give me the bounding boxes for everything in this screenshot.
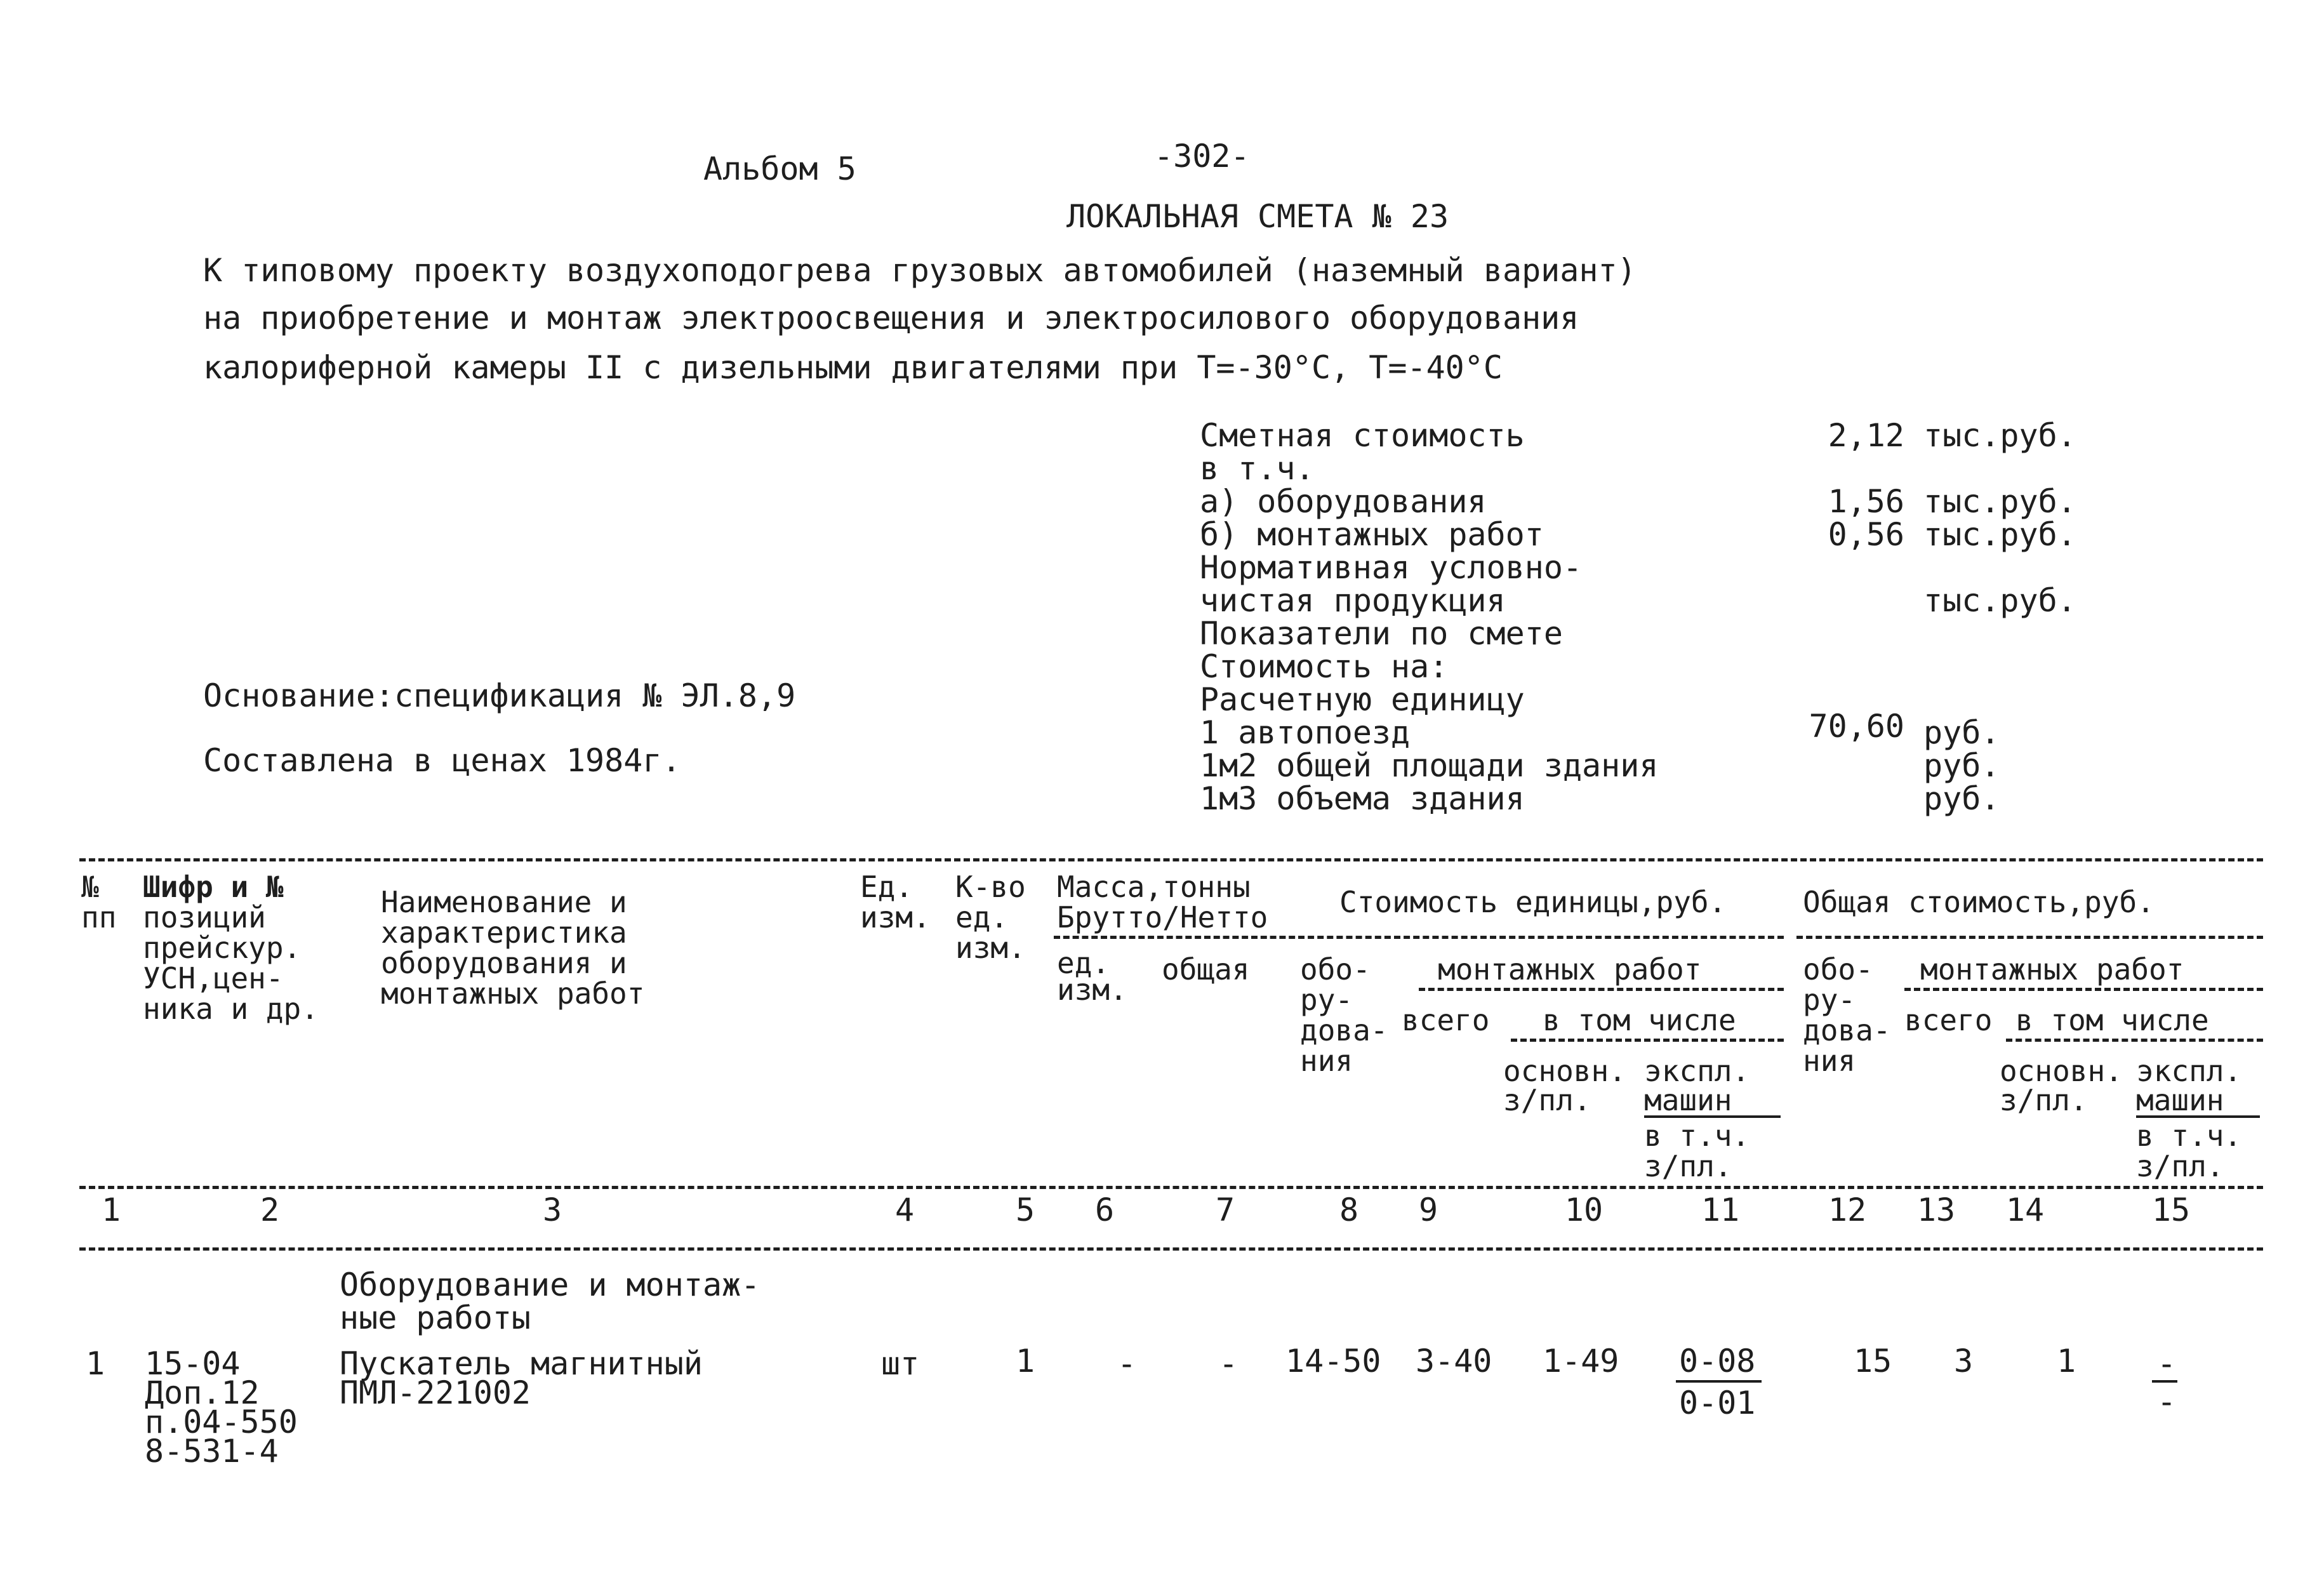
header-equip: дова- — [1300, 1013, 1388, 1047]
row-total-machines-fraction-rule — [2152, 1380, 2177, 1383]
header-col5: ед. — [955, 900, 1009, 934]
column-number: 7 — [1215, 1192, 1235, 1228]
mass-group-rule — [1054, 936, 1305, 939]
header-col5: изм. — [955, 931, 1026, 965]
summary-label: б) монтажных работ — [1200, 516, 1544, 553]
header-col7: общая — [1162, 952, 1250, 987]
page-number: -302- — [1154, 138, 1250, 175]
row-machines-fraction-rule — [1676, 1380, 1762, 1383]
header-bottom-rule — [79, 1186, 2263, 1189]
header-machines: в т.ч. — [1644, 1119, 1750, 1153]
summary-value: 0,56 — [1828, 516, 1904, 553]
summary-label: 1м2 общей площади здания — [1200, 747, 1659, 784]
summary-label: чистая продукция — [1200, 582, 1506, 619]
header-machines: з/пл. — [1644, 1149, 1732, 1183]
column-number: 2 — [260, 1192, 280, 1228]
header-machines-total: машин — [2136, 1083, 2224, 1117]
header-equip-total: дова- — [1803, 1013, 1891, 1047]
row-machines: 0-08 — [1679, 1343, 1756, 1379]
header-mass-group: Масса,тонны — [1057, 870, 1251, 904]
row-total-machines-wage: - — [2157, 1383, 2177, 1420]
column-number: 4 — [894, 1192, 915, 1228]
description-line-1: К типовому проекту воздухоподогрева грузовых автомобилей (наземный вариант) — [203, 252, 1637, 289]
column-number: 1 — [101, 1192, 121, 1228]
summary-unit: тыс.руб. — [1923, 516, 2076, 553]
column-number: 5 — [1015, 1192, 1035, 1228]
machines-fraction-rule — [1644, 1115, 1781, 1118]
header-equip: ру- — [1300, 983, 1353, 1017]
column-number: 9 — [1418, 1192, 1438, 1228]
header-col2: прейскур. — [143, 931, 302, 965]
header-installation-total: монтажных работ — [1920, 952, 2184, 987]
column-number: 12 — [1828, 1192, 1867, 1228]
column-number: 14 — [2005, 1192, 2045, 1228]
table-top-rule — [79, 858, 2263, 861]
header-col1: № — [81, 870, 99, 904]
column-number: 11 — [1701, 1192, 1740, 1228]
row-code: п.04-550 — [145, 1404, 298, 1440]
machines-total-fraction-rule — [2136, 1115, 2260, 1118]
header-col6: изм. — [1057, 973, 1127, 1007]
description-line-2: на приобретение и монтаж электроосвещения и электросилового оборудования — [203, 300, 1579, 336]
header-col2: ника и др. — [143, 992, 319, 1026]
header-col3: Наименование и — [381, 885, 627, 919]
column-number: 6 — [1094, 1192, 1115, 1228]
summary-label: Показатели по смете — [1200, 615, 1563, 652]
header-col4: изм. — [860, 900, 931, 934]
header-basic-wage: з/пл. — [1503, 1083, 1591, 1117]
column-number: 3 — [542, 1192, 562, 1228]
row-name: ПМЛ-221002 — [340, 1374, 531, 1411]
summary-value: 2,12 — [1828, 417, 1904, 454]
summary-label: в т.ч. — [1200, 450, 1315, 487]
header-equip: обо- — [1300, 952, 1371, 987]
header-basic-wage: основн. — [1503, 1054, 1626, 1088]
summary-unit: тыс.руб. — [1923, 483, 2076, 520]
header-col1: пп — [81, 900, 117, 934]
header-col2: Шифр и № — [143, 870, 284, 904]
header-machines-total: в т.ч. — [2136, 1119, 2242, 1153]
summary-value: 1,56 — [1828, 483, 1904, 520]
header-total: всего — [1402, 1003, 1490, 1037]
summary-label: Сметная стоимость — [1200, 417, 1525, 454]
row-install-total: 3-40 — [1416, 1343, 1492, 1379]
header-machines-total: экспл. — [2136, 1054, 2242, 1088]
summary-unit: руб. — [1923, 714, 2000, 751]
header-machines: машин — [1644, 1083, 1732, 1117]
summary-unit: тыс.руб. — [1923, 582, 2076, 619]
unit-cost-rule — [1298, 936, 1784, 939]
header-total-sum: всего — [1904, 1003, 1993, 1037]
row-equip-cost: 14-50 — [1285, 1343, 1381, 1379]
header-equip-total: ния — [1803, 1044, 1856, 1078]
header-equip-total: обо- — [1803, 952, 1873, 987]
summary-unit: тыс.руб. — [1923, 417, 2076, 454]
header-col2: УСН,цен- — [143, 961, 284, 995]
basis-line: Основание:спецификация № ЭЛ.8,9 — [203, 677, 796, 714]
row-mass-total: - — [1218, 1345, 1238, 1382]
header-basic-wage-total: основн. — [2000, 1054, 2123, 1088]
album-label: Альбом 5 — [703, 150, 856, 187]
row-unit: шт — [881, 1345, 920, 1382]
header-col4: Ед. — [860, 870, 913, 904]
header-including-total: в том числе — [2015, 1003, 2209, 1037]
installation-rule — [1419, 988, 1784, 991]
section-title: ные работы — [340, 1299, 531, 1336]
row-basic-wage: 1-49 — [1543, 1343, 1619, 1379]
row-total-basic-wage: 1 — [2057, 1343, 2076, 1379]
column-number: 13 — [1916, 1192, 1956, 1228]
summary-label: а) оборудования — [1200, 483, 1487, 520]
installation-total-rule — [1904, 988, 2263, 991]
summary-label: Расчетную единицу — [1200, 681, 1525, 718]
summary-label: 1м3 объема здания — [1200, 780, 1525, 817]
header-equip-total: ру- — [1803, 983, 1856, 1017]
row-machines-wage: 0-01 — [1679, 1385, 1756, 1421]
row-code: 15-04 — [145, 1345, 241, 1382]
header-equip: ния — [1300, 1044, 1353, 1078]
summary-label: Стоимость на: — [1200, 648, 1449, 685]
summary-unit: руб. — [1923, 780, 2000, 817]
header-installation: монтажных работ — [1438, 952, 1702, 987]
row-code: Доп.12 — [145, 1374, 260, 1411]
total-cost-rule — [1796, 936, 2263, 939]
row-total-equip: 15 — [1854, 1343, 1892, 1379]
header-col3: монтажных работ — [381, 976, 645, 1011]
summary-unit: руб. — [1923, 747, 2000, 784]
row-total-install: 3 — [1954, 1343, 1974, 1379]
including-total-rule — [2006, 1039, 2263, 1042]
header-col3: оборудования и — [381, 946, 627, 980]
header-col2: позиций — [143, 900, 266, 934]
row-name: Пускатель магнитный — [340, 1345, 703, 1382]
header-machines-total: з/пл. — [2136, 1149, 2224, 1183]
section-title: Оборудование и монтаж- — [340, 1266, 760, 1303]
header-col5: К-во — [955, 870, 1026, 904]
summary-value: 70,60 — [1809, 708, 1904, 745]
column-number: 15 — [2151, 1192, 2191, 1228]
header-basic-wage-total: з/пл. — [2000, 1083, 2088, 1117]
row-total-machines: - — [2157, 1345, 2177, 1382]
header-unit-cost-group: Стоимость единицы,руб. — [1339, 885, 1727, 919]
page-title: ЛОКАЛЬНАЯ СМЕТА № 23 — [1066, 198, 1449, 235]
header-machines: экспл. — [1644, 1054, 1750, 1088]
header-including: в том числе — [1543, 1003, 1736, 1037]
row-number: 1 — [86, 1345, 105, 1382]
summary-label: 1 автопоезд — [1200, 714, 1411, 751]
row-code: 8-531-4 — [145, 1433, 279, 1470]
including-rule — [1511, 1039, 1784, 1042]
header-total-cost-group: Общая стоимость,руб. — [1803, 885, 2155, 919]
column-number: 8 — [1339, 1192, 1359, 1228]
row-qty: 1 — [1015, 1343, 1035, 1379]
summary-label: Нормативная условно- — [1200, 549, 1583, 586]
column-numbers-bottom-rule — [79, 1247, 2263, 1251]
column-number: 10 — [1564, 1192, 1604, 1228]
description-line-3: калориферной камеры II с дизельными двигателями при T=-30°C, T=-40°C — [203, 349, 1503, 386]
header-col6: ед. — [1057, 946, 1110, 980]
header-col3: характеристика — [381, 915, 627, 950]
row-mass-unit: - — [1117, 1345, 1137, 1382]
prices-line: Составлена в ценах 1984г. — [203, 742, 681, 779]
header-mass-subtitle: Брутто/Нетто — [1057, 900, 1268, 934]
